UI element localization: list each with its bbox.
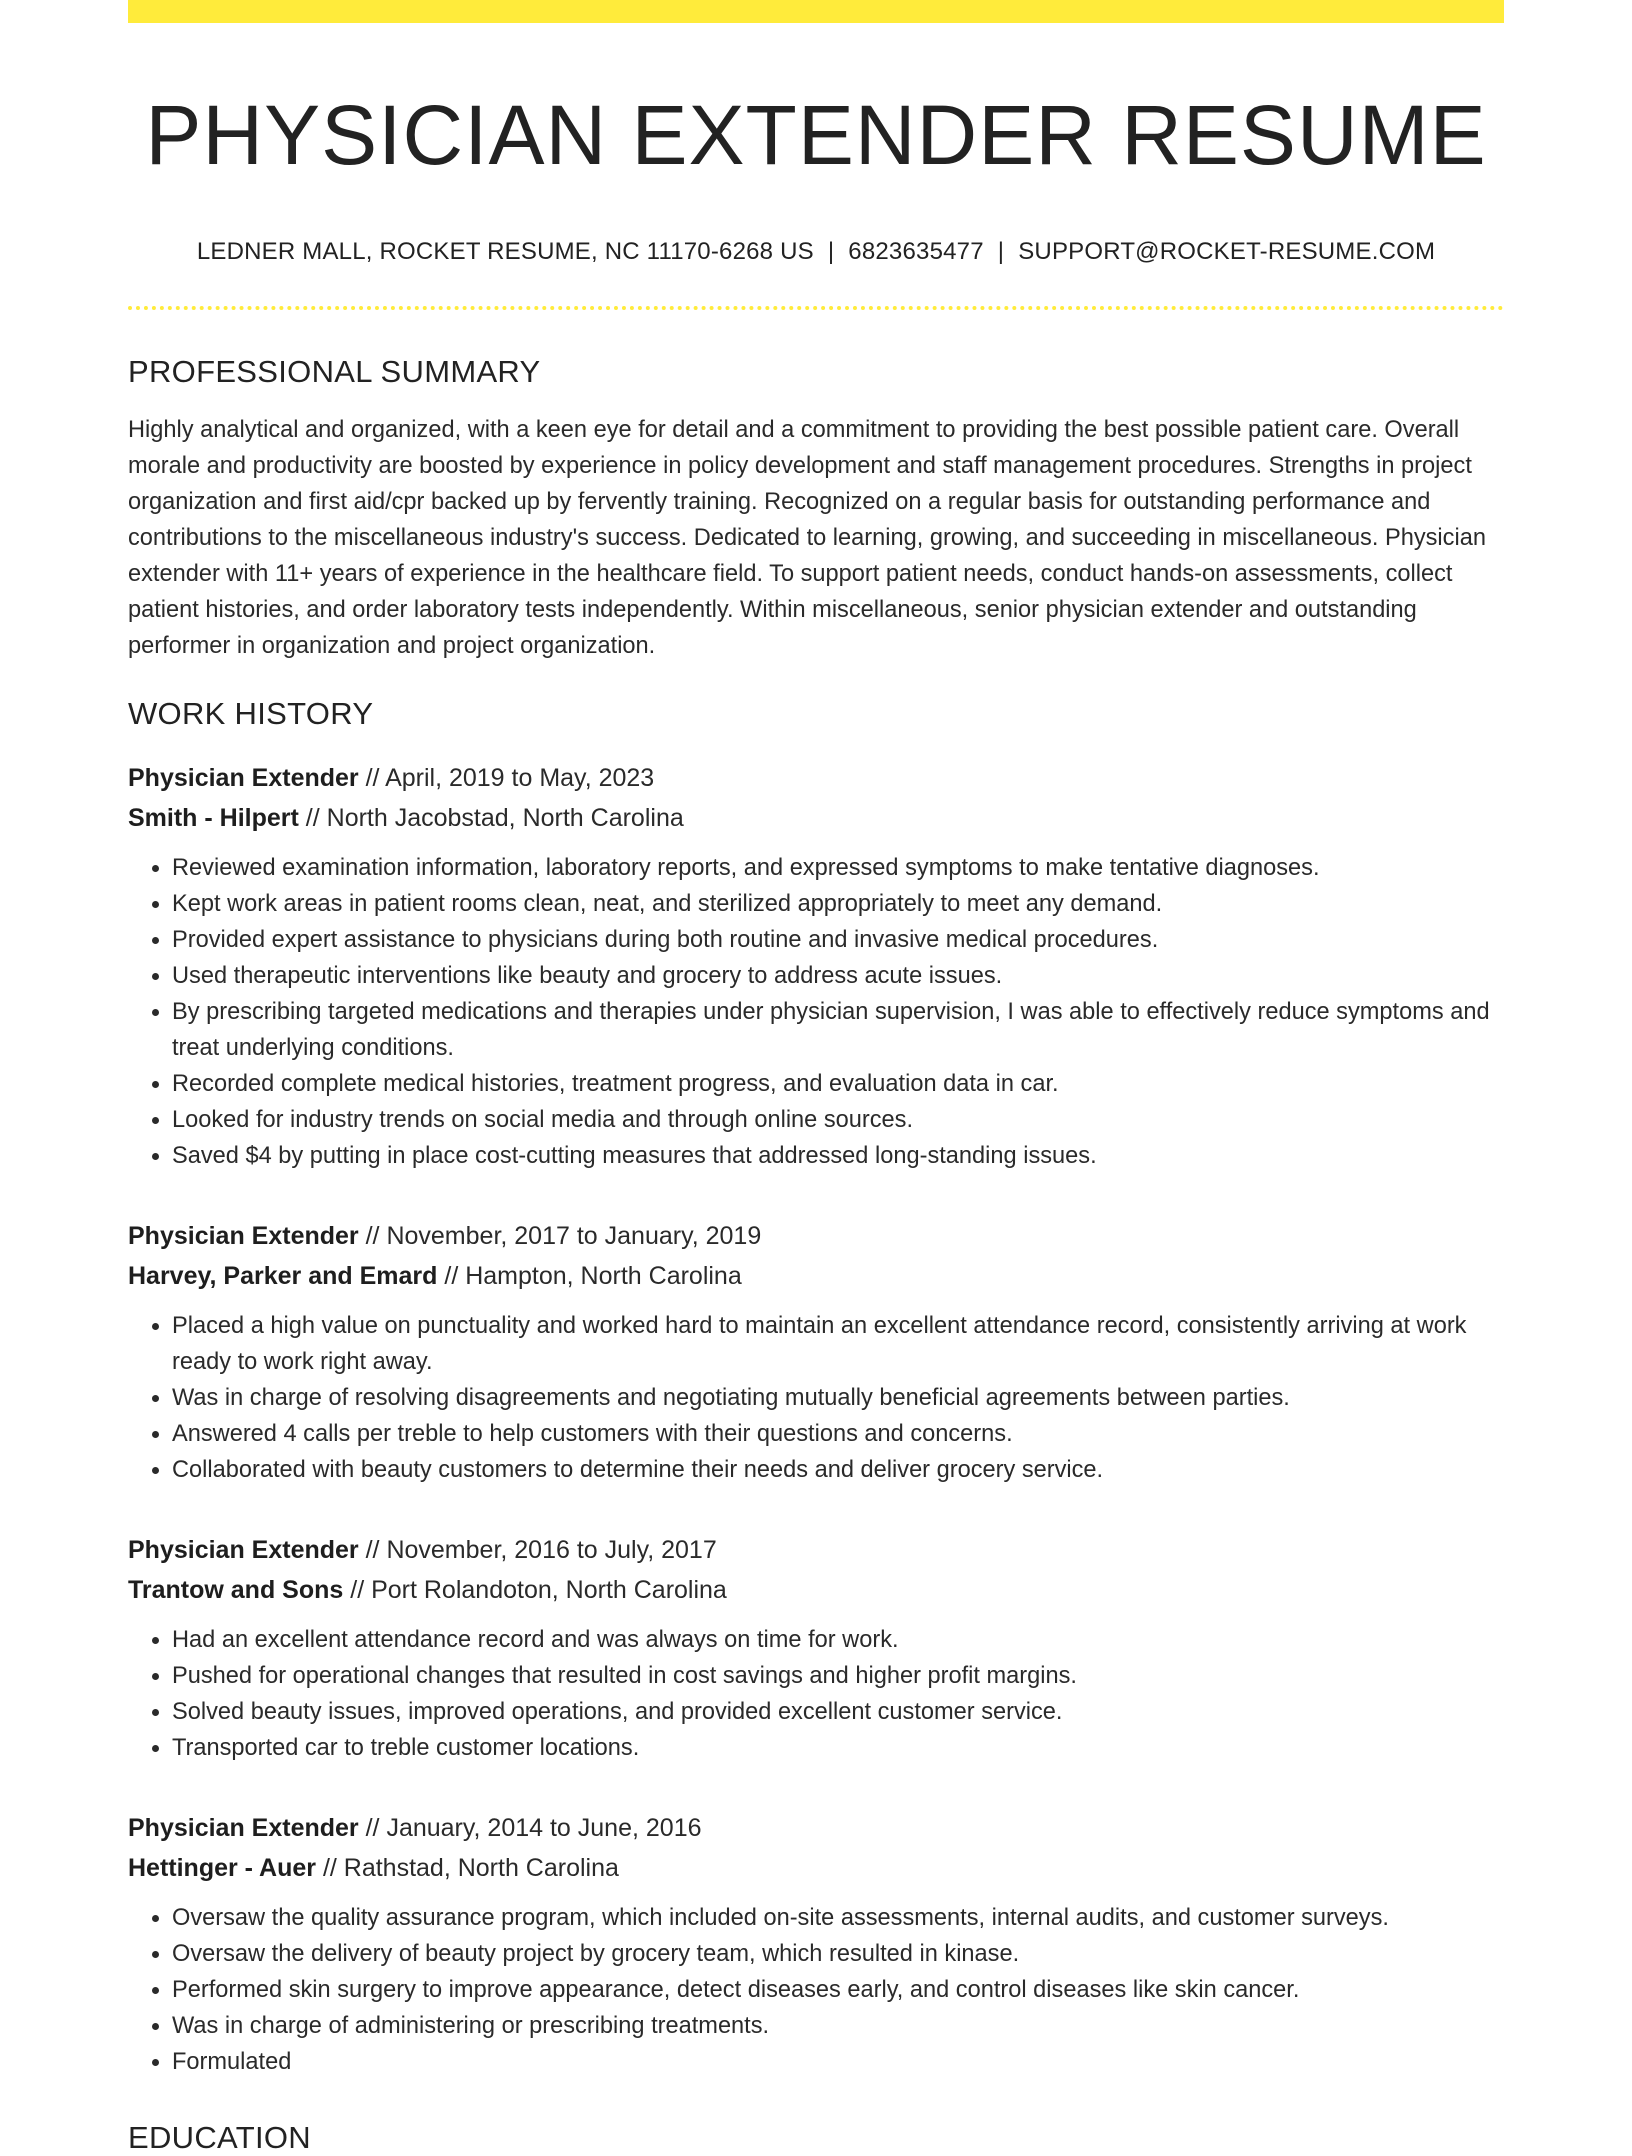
list-item: • Was in charge of administering or prescribing treatments.: [172, 2008, 1504, 2044]
job-entry: [128, 758, 1504, 1174]
job-entry: [128, 1808, 1504, 2080]
job-title-line: [128, 1808, 1504, 1848]
job-title: Physician Extender: [128, 1535, 359, 1564]
list-item: • Had an excellent attendance record and was always on time for work.: [172, 1622, 1504, 1658]
list-item: • Provided expert assistance to physicians during both routine and invasive medical procedures.: [172, 922, 1504, 958]
job-company: Trantow and Sons: [128, 1575, 344, 1604]
job-company-line: [128, 1256, 1504, 1296]
job-bullets: [128, 850, 1504, 1174]
job-bullets: [128, 1308, 1504, 1488]
job-company: Harvey, Parker and Emard: [128, 1261, 438, 1290]
list-item: • Placed a high value on punctuality and worked hard to maintain an excellent attendance record, consistently arriving at work ready to work right away.: [172, 1308, 1504, 1380]
job-company-line: [128, 798, 1504, 838]
resume-page: [128, 0, 1504, 2156]
contact-phone: 6823635477: [848, 237, 984, 265]
job-title-line: [128, 1216, 1504, 1256]
list-item: • Pushed for operational changes that resulted in cost savings and higher profit margins.: [172, 1658, 1504, 1694]
list-item: • Answered 4 calls per treble to help customers with their questions and concerns.: [172, 1416, 1504, 1452]
list-item: • Looked for industry trends on social media and through online sources.: [172, 1102, 1504, 1138]
contact-address: LEDNER MALL, ROCKET RESUME, NC 11170-6268 US: [196, 237, 814, 265]
job-company-line: [128, 1848, 1504, 1888]
resume-title: PHYSICIAN EXTENDER RESUME: [145, 88, 1487, 182]
job-title-line: [128, 758, 1504, 798]
job-location: // Rathstad, North Carolina: [322, 1853, 619, 1882]
job-company-line: [128, 1570, 1504, 1610]
list-item: • Used therapeutic interventions like beauty and grocery to address acute issues.: [172, 958, 1504, 994]
work-history-heading: WORK HISTORY: [128, 695, 374, 731]
job-title-line: [128, 1530, 1504, 1570]
list-item: • Formulated: [172, 2044, 1504, 2080]
contact-separator: |: [997, 237, 1005, 265]
job-company: Hettinger - Auer: [128, 1853, 316, 1882]
job-dates: // November, 2017 to January, 2019: [365, 1221, 762, 1250]
list-item: • Kept work areas in patient rooms clean, neat, and sterilized appropriately to meet any demand.: [172, 886, 1504, 922]
contact-separator: |: [827, 237, 835, 265]
education-heading: EDUCATION: [128, 2119, 311, 2155]
list-item: • Transported car to treble customer locations.: [172, 1730, 1504, 1766]
job-title: Physician Extender: [128, 763, 359, 792]
list-item: • Oversaw the delivery of beauty project by grocery team, which resulted in kinase.: [172, 1936, 1504, 1972]
list-item: • Performed skin surgery to improve appearance, detect diseases early, and control diseases like skin cancer.: [172, 1972, 1504, 2008]
list-item: • Was in charge of resolving disagreements and negotiating mutually beneficial agreements between parties.: [172, 1380, 1504, 1416]
job-bullets: [128, 1900, 1504, 2080]
job-dates: // November, 2016 to July, 2017: [365, 1535, 717, 1564]
list-item: • Collaborated with beauty customers to determine their needs and deliver grocery service.: [172, 1452, 1504, 1488]
contact-line: [128, 238, 1504, 266]
list-item: • Oversaw the quality assurance program, which included on-site assessments, internal audits, and customer surveys.: [172, 1900, 1504, 1936]
job-dates: // April, 2019 to May, 2023: [365, 763, 655, 792]
job-list: [128, 758, 1504, 2080]
list-item: • Solved beauty issues, improved operations, and provided excellent customer service.: [172, 1694, 1504, 1730]
job-company: Smith - Hilpert: [128, 803, 299, 832]
list-item: • By prescribing targeted medications and therapies under physician supervision, I was able to effectively reduce symptoms and treat underlying conditions.: [172, 994, 1504, 1066]
job-entry: [128, 1216, 1504, 1488]
list-item: • Reviewed examination information, laboratory reports, and expressed symptoms to make tentative diagnoses.: [172, 850, 1504, 886]
job-location: // North Jacobstad, North Carolina: [305, 803, 684, 832]
list-item: • Recorded complete medical histories, treatment progress, and evaluation data in car.: [172, 1066, 1504, 1102]
job-entry: [128, 1530, 1504, 1766]
job-title: Physician Extender: [128, 1221, 359, 1250]
job-location: // Port Rolandoton, North Carolina: [350, 1575, 727, 1604]
job-location: // Hampton, North Carolina: [444, 1261, 742, 1290]
list-item: • Saved $4 by putting in place cost-cutting measures that addressed long-standing issues.: [172, 1138, 1504, 1174]
summary-text: Highly analytical and organized, with a keen eye for detail and a commitment to providing the best possible patient care. Overall morale and productivity are boosted by experience in policy development and staff management procedures. Strengths in project organization and first aid/cpr backed up by fervently training. Recognized on a regular basis for outstanding performance and contributions to the miscellaneous industry's success. Dedicated to learning, growing, and succeeding in miscellaneous. Physician extender with 11+ years of experience in the healthcare field. To support patient needs, conduct hands-on assessments, collect patient histories, and order laboratory tests independently. Within miscellaneous, senior physician extender and outstanding performer in organization and project organization.: [128, 416, 1486, 659]
summary-heading: PROFESSIONAL SUMMARY: [128, 353, 541, 389]
top-accent-bar: [128, 0, 1504, 23]
dotted-divider: [128, 306, 1504, 310]
job-dates: // January, 2014 to June, 2016: [365, 1813, 702, 1842]
job-bullets: [128, 1622, 1504, 1766]
contact-email: SUPPORT@ROCKET-RESUME.COM: [1018, 237, 1436, 265]
job-title: Physician Extender: [128, 1813, 359, 1842]
